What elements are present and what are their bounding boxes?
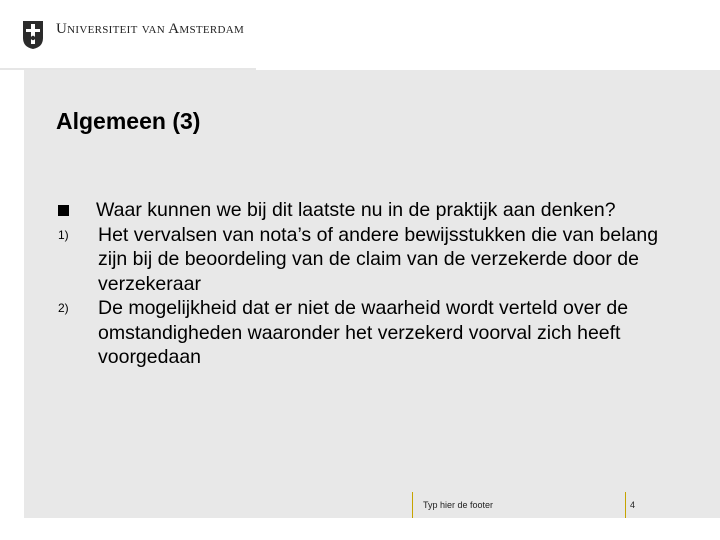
list-item: [58, 198, 678, 223]
list-item-number: 2): [58, 301, 69, 315]
list-item: [58, 223, 678, 297]
list-item-text: De mogelijkheid dat er niet de waarheid wordt verteld over de omstandigheden waaronder het verzekerd voorval zich heeft voorgedaan: [98, 297, 629, 368]
list-item-text: Waar kunnen we bij dit laatste nu in de praktijk aan denken?: [96, 199, 616, 221]
university-name: Universiteit van Amsterdam: [56, 21, 245, 37]
uva-crest-icon: [22, 20, 44, 50]
slide-title: Algemeen (3): [56, 108, 201, 134]
bullet-list: [58, 198, 678, 370]
list-item-number: 1): [58, 227, 69, 242]
list-item: [58, 296, 678, 370]
list-item-text: Het vervalsen van nota’s of andere bewijsstukken die van belang zijn bij de beoordeling van de claim van de verzekerde door de verzekeraar: [98, 223, 659, 295]
slide-body: [24, 70, 720, 518]
page-number: 4: [630, 500, 636, 510]
header: [0, 0, 720, 70]
footer-text: Typ hier de footer: [423, 500, 494, 510]
footer: [412, 492, 626, 518]
square-bullet-icon: [58, 198, 69, 223]
